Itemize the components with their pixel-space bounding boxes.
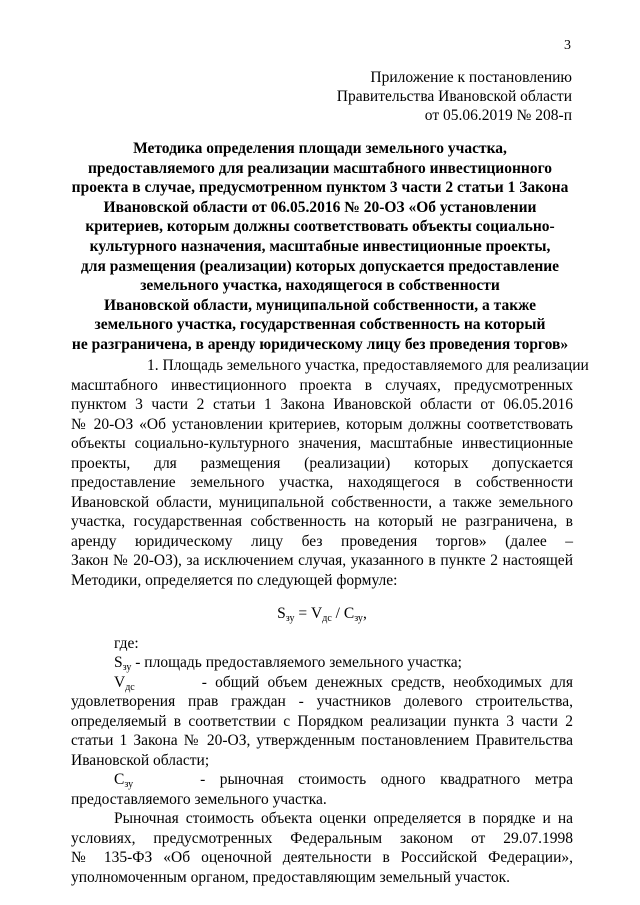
text-line: проекты, для размещения (реализации) которых допускается <box>71 454 573 472</box>
formula-c: C <box>343 605 355 622</box>
formula <box>71 604 573 624</box>
text-line: № 135-ФЗ «Об оценочной деятельности в Российской Федерации», <box>71 849 573 866</box>
title-line: культурного назначения, масштабные инвестиционные проекты, <box>89 237 551 255</box>
where-label: где: <box>114 634 139 652</box>
text-line: Ивановской области; <box>71 751 210 769</box>
def-v-sym: V <box>114 673 126 691</box>
text-line: аренду юридическому лицу без проведения торгов» (далее – <box>71 532 573 550</box>
formula-eq: = <box>294 605 312 622</box>
text-line: статьи 1 Закона № 20-ОЗ, утвержденным постановлением Правительства <box>71 732 573 749</box>
appendix-line: от 05.06.2019 № 208-п <box>424 107 572 124</box>
title-line: не разграничена, в аренду юридическому лицу без проведения торгов» <box>71 335 569 353</box>
definition-v <box>71 673 573 771</box>
def-c-sub: зу <box>124 779 134 790</box>
text-line: № 20-ОЗ «Об установлении критериев, которым должны соответствовать <box>71 415 573 433</box>
title-line: критериев, которым должны соответствовать объекты социально- <box>85 218 555 236</box>
text-line: пунктом 3 части 2 статьи 1 Закона Ивановской области от 06.05.2016 <box>71 396 573 413</box>
text-line: Рыночная стоимость объекта оценки определяется в порядке и на <box>114 810 573 827</box>
text-line: Методики, определяется по следующей формуле: <box>71 571 398 589</box>
formula-tail: , <box>362 605 367 622</box>
formula-v-sub: дс <box>322 613 332 624</box>
text-line: условиях, предусмотренных Федеральным законом от 29.07.1998 <box>71 829 573 847</box>
text-line: 1. Площадь земельного участка, предоставляемого для реализации <box>147 357 589 374</box>
formula-s-sub: зу <box>285 613 295 624</box>
formula-v: V <box>311 605 323 622</box>
def-s-symbol: S <box>114 654 123 671</box>
def-v-sub: дс <box>125 681 135 693</box>
formula-div: / <box>331 605 344 622</box>
def-v-symbol <box>71 673 135 693</box>
text-line: - общий объем денежных средств, необходимых для <box>201 673 573 691</box>
text-line: предоставление земельного участка, находящегося в собственности <box>71 474 573 491</box>
def-s-text: - площадь предоставляемого земельного участка; <box>131 654 462 671</box>
definition-s <box>71 653 573 673</box>
paragraph-1 <box>71 356 589 590</box>
text-line: Ивановской области, муниципальной собственности, а также земельного <box>71 493 573 511</box>
text-line: удовлетворения прав граждан - участников долевого строительства, <box>71 693 573 710</box>
def-c-symbol <box>71 770 133 790</box>
paragraph-2 <box>71 809 573 887</box>
title-line: земельного участка, находящегося в собственности <box>140 277 500 295</box>
text-line: участка, государственная собственность на который не разграничена, в <box>71 513 573 530</box>
def-c-sym: C <box>114 771 125 788</box>
appendix-line: Приложение к постановлению <box>370 69 572 86</box>
document-title <box>70 139 570 355</box>
title-line: Методика определения площади земельного участка, <box>133 140 507 157</box>
title-line: земельного участка, государственная собственность на который <box>94 316 546 334</box>
title-line: Ивановской области от 06.05.2016 № 20-ОЗ «Об установлении <box>103 198 537 216</box>
text-line: уполномоченным органом, предоставляющим земельный участок. <box>71 868 510 886</box>
def-c-first-line <box>71 770 573 790</box>
formula-s: S <box>277 605 286 622</box>
text-line: объекты социально-культурного значения, масштабные инвестиционные <box>71 435 573 452</box>
definition-c <box>71 770 573 809</box>
text-line: масштабного инвестиционного проекта в случаях, предусмотренных <box>71 376 573 394</box>
def-s-sub: зу <box>122 662 132 673</box>
title-line: Ивановской области, муниципальной собственности, а также <box>103 296 537 314</box>
title-line: предоставляемого для реализации масштабного инвестиционного <box>88 159 552 177</box>
appendix-header <box>337 68 572 125</box>
def-v-first-line <box>71 673 573 693</box>
text-line: предоставляемого земельного участка. <box>71 790 327 808</box>
page-number: 3 <box>564 38 571 53</box>
text-line: определяемый в соответствии с Порядком реализации пункта 3 части 2 <box>71 712 573 730</box>
formula-c-sub: зу <box>354 613 363 624</box>
appendix-line: Правительства Ивановской области <box>336 88 572 105</box>
text-line: - рыночная стоимость одного квадратного метра <box>200 771 573 788</box>
document-body <box>71 356 589 887</box>
title-line: для размещения (реализации) которых допускается предоставление <box>80 257 560 275</box>
text-line: Закон № 20-ОЗ), за исключением случая, указанного в пункте 2 настоящей <box>71 552 573 569</box>
title-line: проекта в случае, предусмотренном пунктом 3 части 2 статьи 1 Закона <box>71 179 569 197</box>
